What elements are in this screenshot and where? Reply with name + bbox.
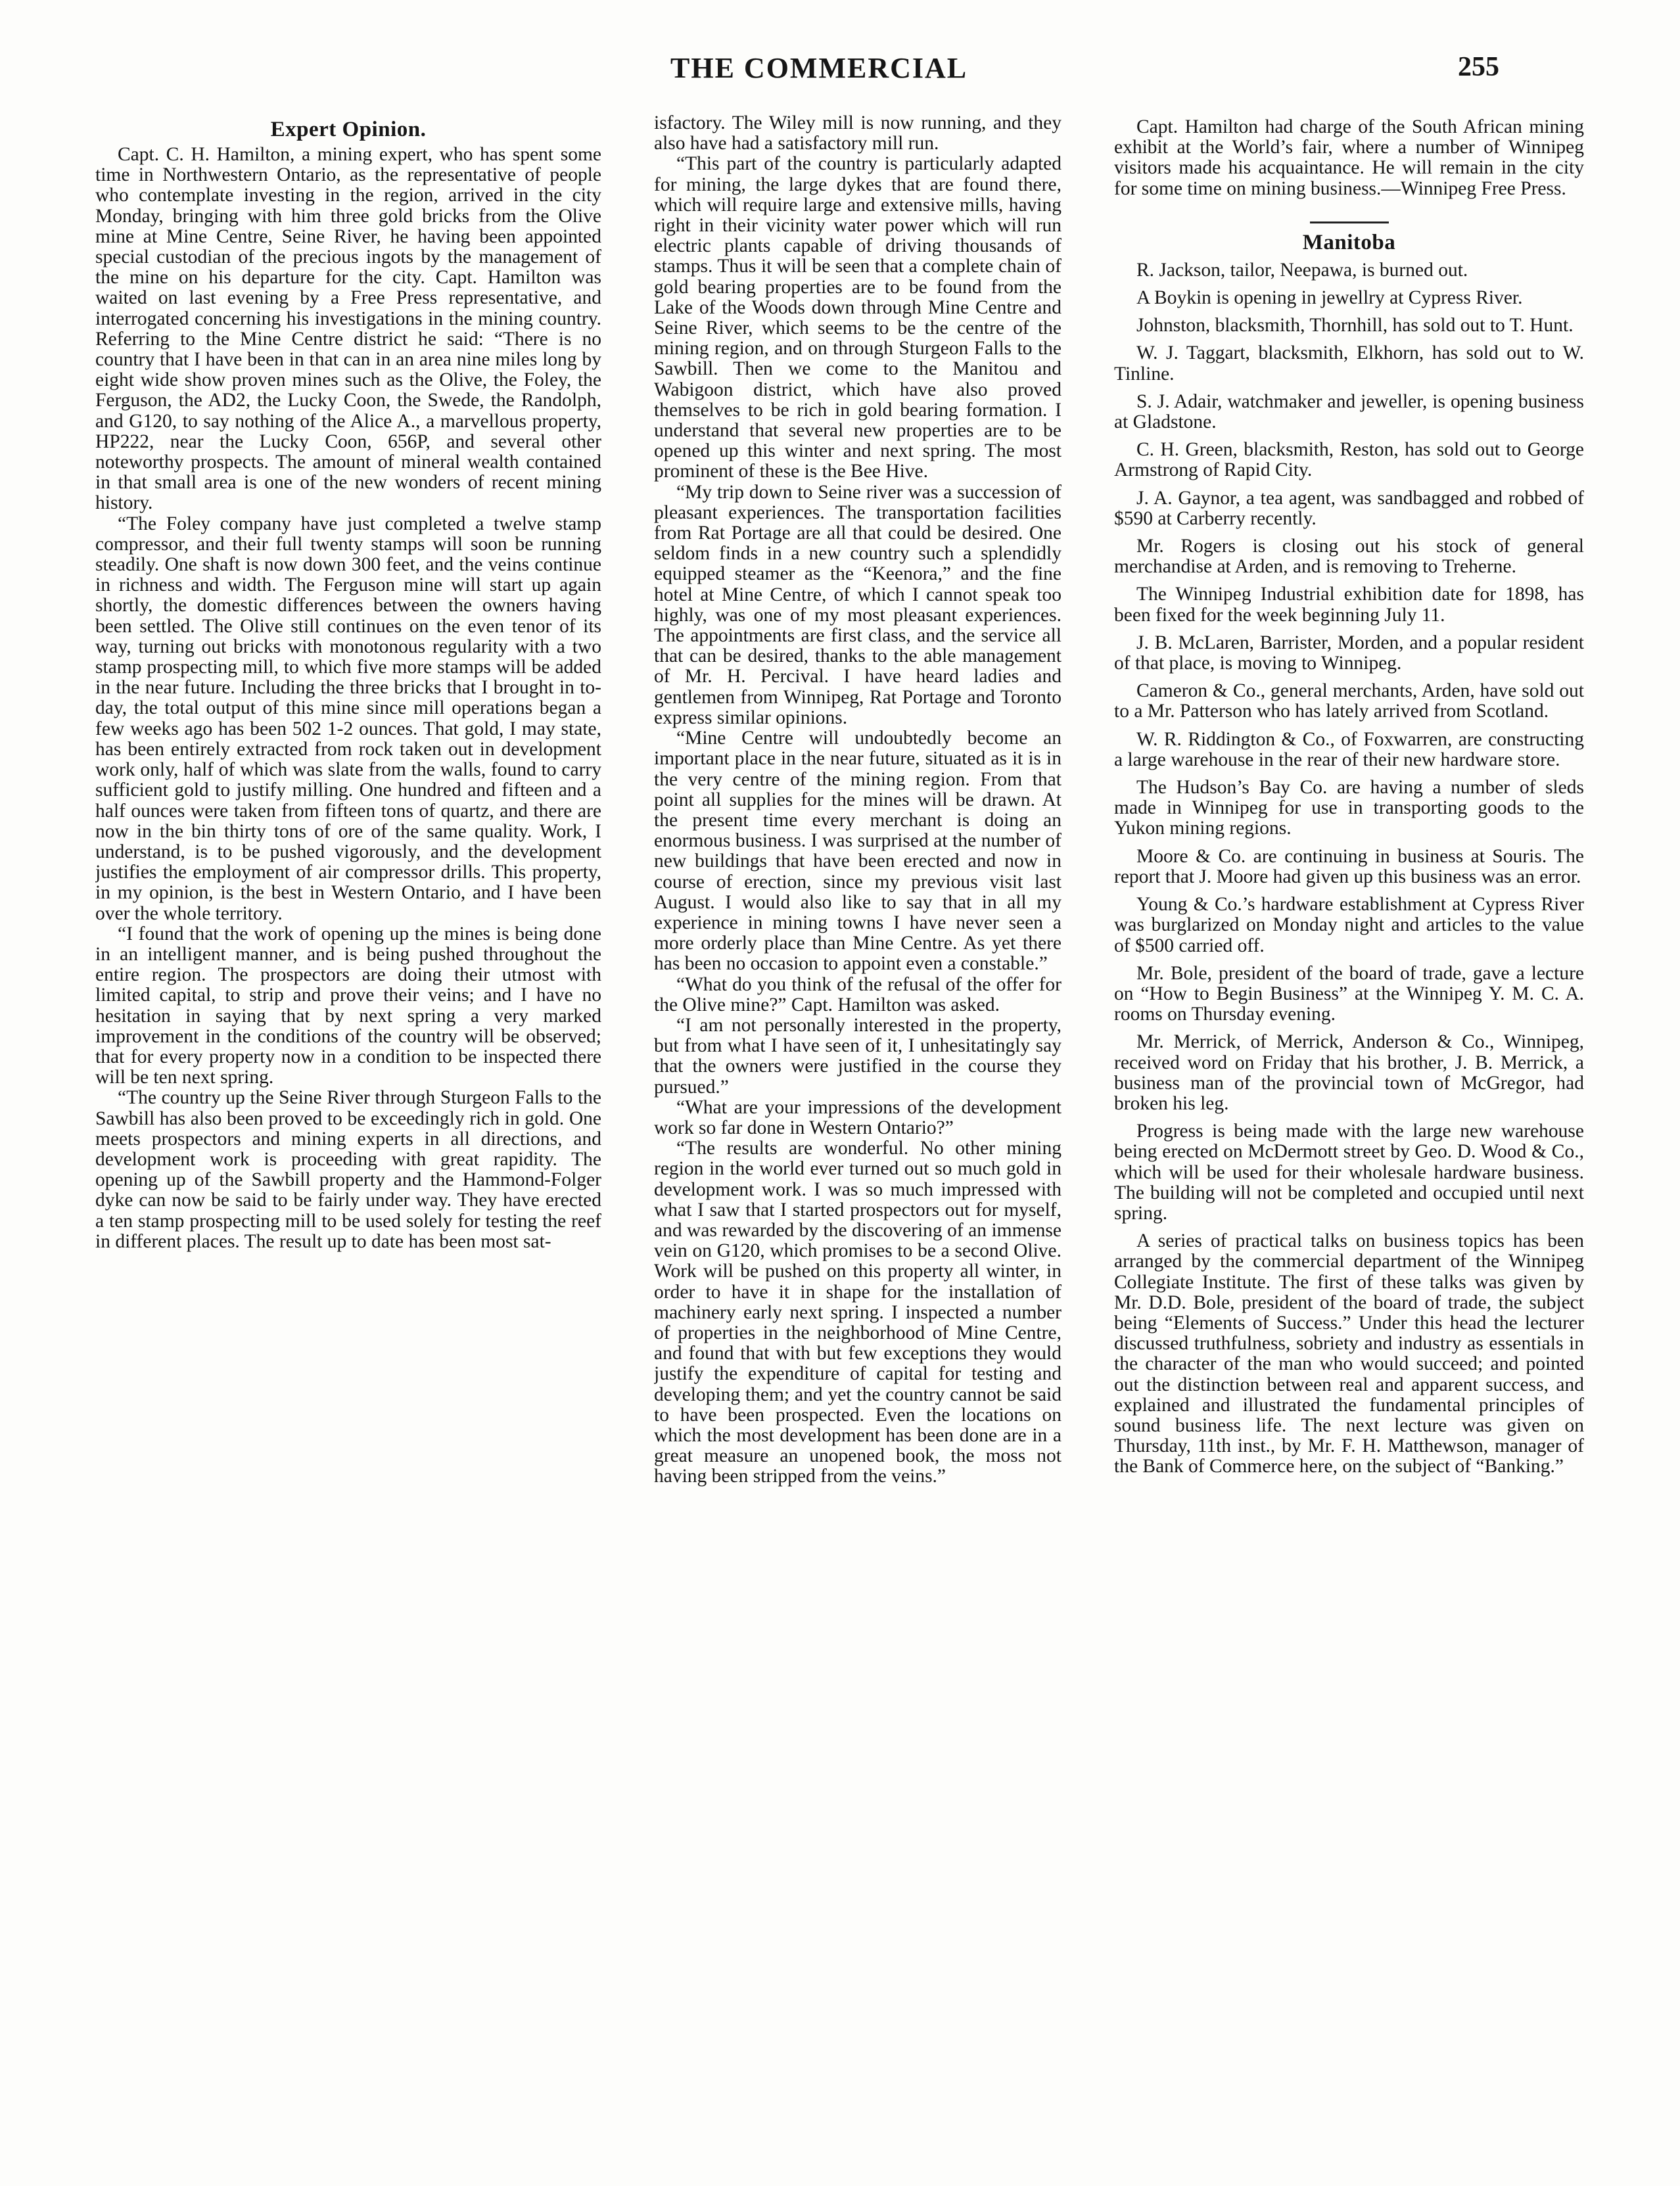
article-paragraph: “The Foley company have just completed a twelve stamp compressor, and their full twenty stamps will soon be running steadily. One shaft is now down 300 feet, and the veins continue in richness and width. The Ferguson mine will start up again shortly, the domestic differences between the owners having been settled. The Olive still continues on the even tenor of its way, turning out bricks with monotonous regularity with a two stamp prospecting mill, to which five more stamps will be added in the near future. Including the three bricks that I brought in to-day, the total output of this mine since mill operations began a few weeks ago has been 502 1-2 ounces. That gold, I may state, has been entirely extracted from rock taken out in development work only, half of which was slate from the walls, found to carry sufficient gold to justify milling. One hundred and fifteen and a half ounces were taken from fifteen tons of quartz, and there are now in the bin thirty tons of ore of the same quality. Work, I understand, is to be pushed vigorously, and the development justifies the employment of air compressor drills. This property, in my opinion, is the best in Western Ontario, and I have been over the whole territory. xyxy=(95,513,601,924)
article-paragraph: “The results are wonderful. No other mining region in the world ever turned out so much gold in development work. I was so much impressed with what I saw that I started prospectors out for myself, and was rewarded by the discovering of an immense vein on G120, which promises to be a second Olive. Work will be pushed on this property all winter, in order to have it in shape for the installation of machinery early next spring. I inspected a number of properties in the neighborhood of Mine Centre, and found that with but few exceptions they would justify the expenditure of capital for testing and developing them; and yet the country cannot be said to have been prospected. Even the locations on which the most development has been done are in a great measure an unopened book, the moss not having been stripped from the veins.” xyxy=(654,1138,1062,1487)
news-item: Mr. Bole, president of the board of trade, gave a lecture on “How to Begin Business” at the Winnipeg Y. M. C. A. rooms on Thursday evening. xyxy=(1114,962,1584,1025)
news-item: The Winnipeg Industrial exhibition date for 1898, has been fixed for the week beginning July 11. xyxy=(1114,584,1584,626)
journal-title: THE COMMERCIAL xyxy=(670,52,968,84)
news-item: The Hudson’s Bay Co. are having a number of sleds made in Winnipeg for use in transporting goods to the Yukon mining regions. xyxy=(1114,777,1584,839)
article-paragraph: “Mine Centre will undoubtedly become an important place in the near future, situated as it is in the very centre of the mining region. From that point all supplies for the mines will be drawn. At the present time every merchant is doing an enormous business. I was surprised at the number of new buildings that have been erected and now in course of erection, since my previous visit last August. I would also like to say that in all my experience in mining towns I have never seen a more orderly place than Mine Centre. As yet there has been no occasion to appoint even a constable.” xyxy=(654,728,1062,975)
article-paragraph: “What are your impressions of the development work so far done in Western Ontario?” xyxy=(654,1096,1062,1138)
article-paragraph: “This part of the country is particularly adapted for mining, the large dykes that are found there, which will require large and extensive mills, having right in their vicinity water power which will run electric plants capable of driving thousands of stamps. Thus it will be seen that a complete chain of gold bearing properties are to be found from the Lake of the Woods down through Mine Centre and Seine River, which seems to be the centre of the mining region, and on through Sturgeon Falls to the Sawbill. Then we come to the Manitou and Wabigoon district, which have also proved themselves to be rich in gold bearing formation. I understand that several new properties are to be opened up this winter and next spring. The most prominent of these is the Bee Hive. xyxy=(654,153,1062,482)
news-item: A Boykin is opening in jewellry at Cypress River. xyxy=(1136,287,1523,309)
news-item: W. J. Taggart, blacksmith, Elkhorn, has sold out to W. Tinline. xyxy=(1114,342,1584,384)
news-item: A series of practical talks on business topics has been arranged by the commercial department of the Winnipeg Collegiate Institute. The first of these talks was given by Mr. D.D. Bole, president of the board of trade, the subject being “Elements of Success.” Under this head the lecturer discussed truthfulness, sobriety and industry as essentials in the character of the man who would succeed; and pointed out the distinction between real and apparent success, and explained and illustrated the fundamental principles of sound business life. The next lecture was given on Thursday, 11th inst., by Mr. F. H. Matthewson, manager of the Bank of Commerce here, on the subject of “Banking.” xyxy=(1114,1230,1584,1477)
page-number: 255 xyxy=(1458,52,1499,82)
article-paragraph: “The country up the Seine River through Sturgeon Falls to the Sawbill has also been proved to be exceedingly rich in gold. One meets prospectors and mining experts in all directions, and development work is proceeding with great rapidity. The opening up of the Sawbill property and the Hammond-Folger dyke can now be said to be fairly under way. They have erected a ten stamp prospecting mill to be used solely for testing the reef in different places. The result up to date has been most sat- xyxy=(95,1087,601,1252)
article-paragraph: “What do you think of the refusal of the offer for the Olive mine?” Capt. Hamilton was asked. xyxy=(654,973,1062,1015)
news-item: J. B. McLaren, Barrister, Morden, and a popular resident of that place, is moving to Winnipeg. xyxy=(1114,632,1584,674)
column-3 xyxy=(1114,117,1584,2161)
news-item: R. Jackson, tailor, Neepawa, is burned out. xyxy=(1136,259,1468,281)
news-item: Johnston, blacksmith, Thornhill, has sold out to T. Hunt. xyxy=(1136,315,1574,337)
news-item: S. J. Adair, watchmaker and jeweller, is opening business at Gladstone. xyxy=(1114,390,1584,433)
news-item: J. A. Gaynor, a tea agent, was sandbagged and robbed of $590 at Carberry recently. xyxy=(1114,487,1584,529)
news-item: Moore & Co. are continuing in business at Souris. The report that J. Moore had given up this business was an error. xyxy=(1114,845,1584,887)
news-item: Mr. Merrick, of Merrick, Anderson & Co., Winnipeg, received word on Friday that his brother, J. B. Merrick, a business man of the provincial town of McGregor, had broken his leg. xyxy=(1114,1031,1584,1114)
section-divider xyxy=(1310,221,1389,223)
news-item: C. H. Green, blacksmith, Reston, has sold out to George Armstrong of Rapid City. xyxy=(1114,439,1584,481)
article-paragraph: isfactory. The Wiley mill is now running, and they also have had a satisfactory mill run. xyxy=(654,113,1062,154)
article-paragraph: Capt. Hamilton had charge of the South African mining exhibit at the World’s fair, where a number of Winnipeg visitors made his acquaintance. He will remain in the city for some time on mining business.—Winnipeg Free Press. xyxy=(1114,117,1584,199)
news-item: Mr. Rogers is closing out his stock of general merchandise at Arden, and is removing to Treherne. xyxy=(1114,536,1584,578)
section-heading-manitoba: Manitoba xyxy=(1302,230,1396,254)
article-paragraph: “My trip down to Seine river was a succession of pleasant experiences. The transportation facilities from Rat Portage are all that could be desired. One seldom finds in a new country such a splendidly equipped steamer as the “Keenora,” and the fine hotel at Mine Centre, of which I cannot speak too highly, was one of my most pleasant experiences. The appointments are first class, and the service all that can be desired, thanks to the able management of Mr. H. Percival. I have heard ladies and gentlemen from Winnipeg, Rat Portage and Toronto express similar opinions. xyxy=(654,481,1062,728)
article-heading-expert-opinion: Expert Opinion. xyxy=(270,118,427,141)
article-paragraph: “I found that the work of opening up the mines is being done in an intelligent manner, and is being pushed throughout the entire region. The prospectors are doing their utmost with limited capital, to strip and prove their veins; and I have no hesitation in saying that by next spring a very marked improvement in the conditions of the country will be observed; that for every property now in a condition to be inspected there will be ten next spring. xyxy=(95,923,601,1088)
column-1 xyxy=(95,117,601,2161)
news-item: Cameron & Co., general merchants, Arden, have sold out to a Mr. Patterson who has lately arrived from Scotland. xyxy=(1114,680,1584,722)
column-2 xyxy=(654,113,1062,2157)
article-paragraph: Capt. C. H. Hamilton, a mining expert, who has spent some time in Northwestern Ontario, as the representative of people who contemplate investing in the region, arrived in the city Monday, bringing with him three gold bricks from the Olive mine at Mine Centre, Seine River, he having been appointed special custodian of the precious ingots by the management of the mine on his departure for the city. Capt. Hamilton was waited on last evening by a Free Press representative, and interrogated concerning his investigations in the mining country. Referring to the Mine Centre district he said: “There is no country that I have been in that can in an area nine miles long by eight wide show proven mines such as the Olive, the Foley, the Ferguson, the AD2, the Lucky Coon, the Swede, the Randolph, and G120, to say nothing of the Alice A., a marvellous property, HP222, near the Lucky Coon, 656P, and several other noteworthy prospects. The amount of mineral wealth contained in that small area is one of the new wonders of recent mining history. xyxy=(95,144,601,514)
news-item: Young & Co.’s hardware establishment at Cypress River was burglarized on Monday night and articles to the value of $500 carried off. xyxy=(1114,894,1584,956)
running-head xyxy=(0,51,1680,91)
news-item: W. R. Riddington & Co., of Foxwarren, are constructing a large warehouse in the rear of their new hardware store. xyxy=(1114,728,1584,770)
news-item: Progress is being made with the large new warehouse being erected on McDermott street by Geo. D. Wood & Co., which will be used for their wholesale hardware business. The building will not be completed and occupied until next spring. xyxy=(1114,1121,1584,1224)
article-paragraph: “I am not personally interested in the property, but from what I have seen of it, I unhesitatingly say that the owners were justified in the course they pursued.” xyxy=(654,1014,1062,1098)
